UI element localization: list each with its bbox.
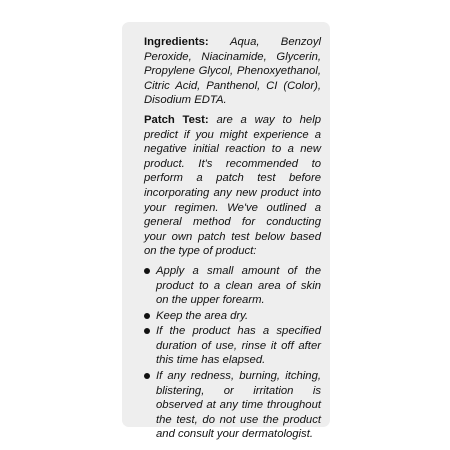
step-text: If the product has a specified duration of use, rinse it off after this time has elapsed. [156,325,321,367]
bullet-icon [144,268,150,274]
list-item [144,264,321,308]
ingredients-section [144,35,321,108]
list-item [144,369,321,442]
step-text: If any redness, burning, itching, blistering, or irritation is observed at any time throughout the test, do not use the product and consult your dermatologist. [156,370,321,441]
patch-test-section [144,113,321,259]
step-text: Apply a small amount of the product to a clean area of skin on the upper forearm. [156,264,321,307]
bullet-icon [144,313,150,319]
ingredients-list: Aqua, Benzoyl Peroxide, Niacinamide, Glycerin, Propylene Glycol, Phenoxyethanol, Citric Acid, Panthenol, CI (Color), Disodium EDTA. [144,36,321,107]
patch-test-steps [144,264,321,442]
bullet-icon [144,373,150,379]
product-label-panel [122,22,330,441]
patch-test-intro: are a way to help predict if you might experience a negative initial reaction to a new product. It's recommended to perform a patch test before incorporating any new product into your regimen. We've outlined a general method for conducting your own patch test below based on the type of product: [144,113,321,258]
step-text: Keep the area dry. [156,309,249,322]
list-item [144,309,321,324]
list-item [144,324,321,368]
patch-test-heading: Patch Test: [144,113,209,126]
bullet-icon [144,328,150,334]
ingredients-heading: Ingredients: [144,36,209,48]
